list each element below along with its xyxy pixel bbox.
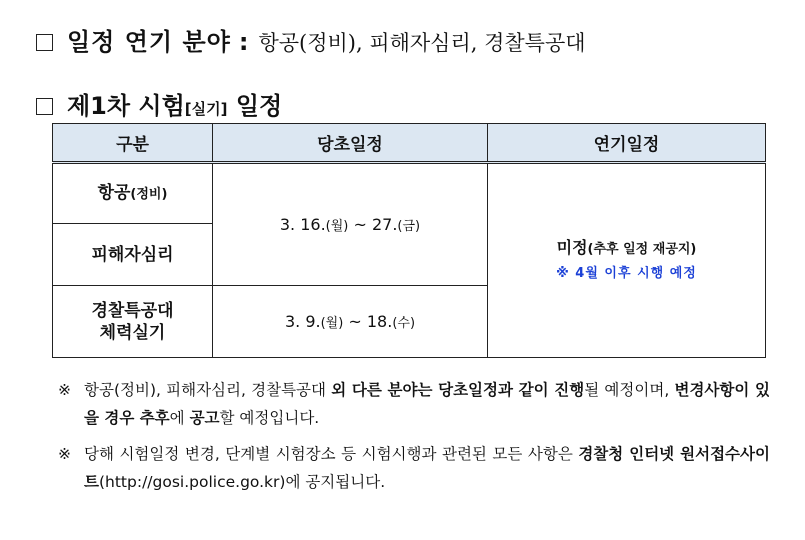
table-header-row bbox=[53, 124, 766, 163]
note-item bbox=[58, 440, 770, 496]
date-end: ~ 18. bbox=[343, 312, 393, 331]
note-text-part: 당해 시험일정 변경, 단계별 시험장소 등 시험시행과 관련된 모든 사항은 bbox=[84, 445, 579, 463]
note-text-part: 될 예정이며, bbox=[584, 381, 675, 399]
note-text-part: 에 bbox=[169, 409, 190, 427]
note-text bbox=[84, 376, 770, 432]
section-label: 일정 연기 분야 bbox=[67, 28, 231, 56]
date-end: ~ 27. bbox=[348, 215, 398, 234]
note-text-part: 할 예정입니다. bbox=[219, 409, 320, 427]
reference-mark-icon: ※ bbox=[58, 381, 71, 399]
section-schedule-title bbox=[36, 86, 282, 121]
date-end-day: (금) bbox=[397, 219, 421, 234]
date-start: 3. 16. bbox=[279, 215, 326, 234]
note-text-part: (http://gosi.police.go.kr)에 공지됩니다. bbox=[98, 473, 386, 491]
schedule-title-end: 일정 bbox=[227, 92, 283, 120]
reference-mark-icon: ※ bbox=[58, 445, 71, 463]
date-start-day: (월) bbox=[325, 219, 349, 234]
postponed-fields-list: 항공(정비), 피해자심리, 경찰특공대 bbox=[258, 31, 586, 55]
header-postponed-schedule: 연기일정 bbox=[488, 124, 766, 163]
category-victim-psychology: 피해자심리 bbox=[53, 224, 213, 286]
header-category: 구분 bbox=[53, 124, 213, 163]
note-text-bold: 변경사항이 있을 경우 추후 bbox=[84, 381, 770, 427]
original-date-2 bbox=[213, 286, 488, 358]
date-start: 3. 9. bbox=[284, 312, 321, 331]
schedule-title-main: 제1차 시험 bbox=[67, 92, 185, 120]
section-colon: : bbox=[238, 28, 249, 56]
postponed-schedule-cell bbox=[488, 163, 766, 358]
checkbox-square-icon bbox=[36, 98, 53, 115]
section-postponed-fields bbox=[36, 22, 586, 57]
original-date-1 bbox=[213, 163, 488, 286]
category-aviation-sub: (정비) bbox=[130, 186, 168, 202]
category-aviation-main: 항공 bbox=[97, 182, 131, 203]
note-text-bold: 공고 bbox=[189, 409, 220, 427]
postponed-main: 미정 bbox=[556, 237, 588, 257]
category-aviation bbox=[53, 163, 213, 224]
note-text-bold: 경찰청 인터넷 원서접수사이트 bbox=[84, 445, 770, 491]
category-special-forces-line1: 경찰특공대 bbox=[91, 300, 174, 321]
table-row bbox=[53, 163, 766, 224]
note-text-bold: 외 다른 분야는 당초일정과 같이 진행 bbox=[331, 381, 585, 399]
note-item bbox=[58, 376, 770, 432]
schedule-title-small: [실기] bbox=[184, 100, 228, 118]
postponed-paren: (추후 일정 재공지) bbox=[587, 241, 697, 257]
category-special-forces bbox=[53, 286, 213, 358]
schedule-table bbox=[52, 123, 766, 358]
date-end-day: (수) bbox=[392, 316, 416, 331]
note-text bbox=[84, 440, 770, 496]
date-start-day: (월) bbox=[320, 316, 344, 331]
category-special-forces-line2: 체력실기 bbox=[99, 322, 166, 343]
postponed-note: ※ 4월 이후 시행 예정 bbox=[556, 265, 697, 281]
header-original-schedule: 당초일정 bbox=[213, 124, 488, 163]
checkbox-square-icon bbox=[36, 34, 53, 51]
note-text-part: 항공(정비), 피해자심리, 경찰특공대 bbox=[84, 381, 332, 399]
notes-section bbox=[58, 376, 770, 504]
